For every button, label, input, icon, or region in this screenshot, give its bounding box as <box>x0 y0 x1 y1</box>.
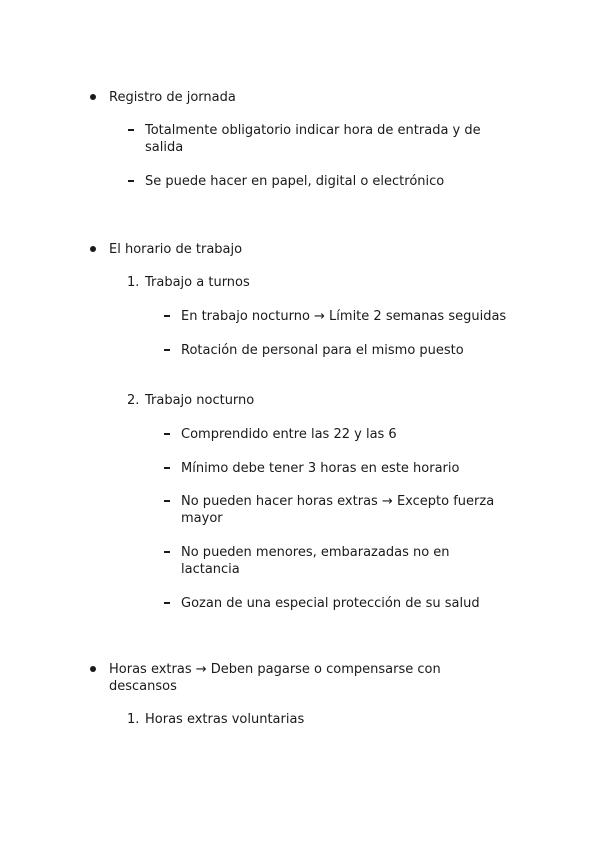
list-item-line: mayor <box>181 511 223 526</box>
subsection-title: Horas extras voluntarias <box>145 712 305 727</box>
list-item-line: No pueden hacer horas extras → Excepto fuerza <box>181 494 495 509</box>
dash-marker <box>164 602 170 604</box>
list-item-line: salida <box>145 140 184 155</box>
subsection-title: Trabajo a turnos <box>145 275 250 290</box>
section-title: Registro de jornada <box>109 90 236 105</box>
dash-marker <box>128 129 134 131</box>
list-item-line: Mínimo debe tener 3 horas en este horario <box>181 461 460 476</box>
list-item-line: Totalmente obligatorio indicar hora de entrada y de <box>145 123 481 138</box>
dash-marker <box>164 467 170 469</box>
section-title: descansos <box>109 679 177 694</box>
list-number: 1. <box>127 712 140 727</box>
dash-marker <box>164 433 170 435</box>
list-item-line: No pueden menores, embarazadas no en <box>181 545 450 560</box>
bullet-dot <box>90 666 96 672</box>
section-title: El horario de trabajo <box>109 242 243 257</box>
list-number: 2. <box>127 393 140 408</box>
subsection-title: Trabajo nocturno <box>145 393 255 408</box>
section-title: Horas extras → Deben pagarse o compensarse con <box>109 662 441 677</box>
list-item-line: Rotación de personal para el mismo puesto <box>181 343 464 358</box>
bullet-dot <box>90 94 96 100</box>
list-item-line: Gozan de una especial protección de su salud <box>181 596 480 611</box>
bullet-dot <box>90 246 96 252</box>
dash-marker <box>164 551 170 553</box>
dash-marker <box>164 349 170 351</box>
list-item-line: Comprendido entre las 22 y las 6 <box>181 427 397 442</box>
dash-marker <box>164 500 170 502</box>
list-item-line: Se puede hacer en papel, digital o electrónico <box>145 174 445 189</box>
list-number: 1. <box>127 275 140 290</box>
dash-marker <box>128 180 134 182</box>
list-item-line: lactancia <box>181 562 240 577</box>
list-item-line: En trabajo nocturno → Límite 2 semanas seguidas <box>181 309 507 324</box>
dash-marker <box>164 315 170 317</box>
